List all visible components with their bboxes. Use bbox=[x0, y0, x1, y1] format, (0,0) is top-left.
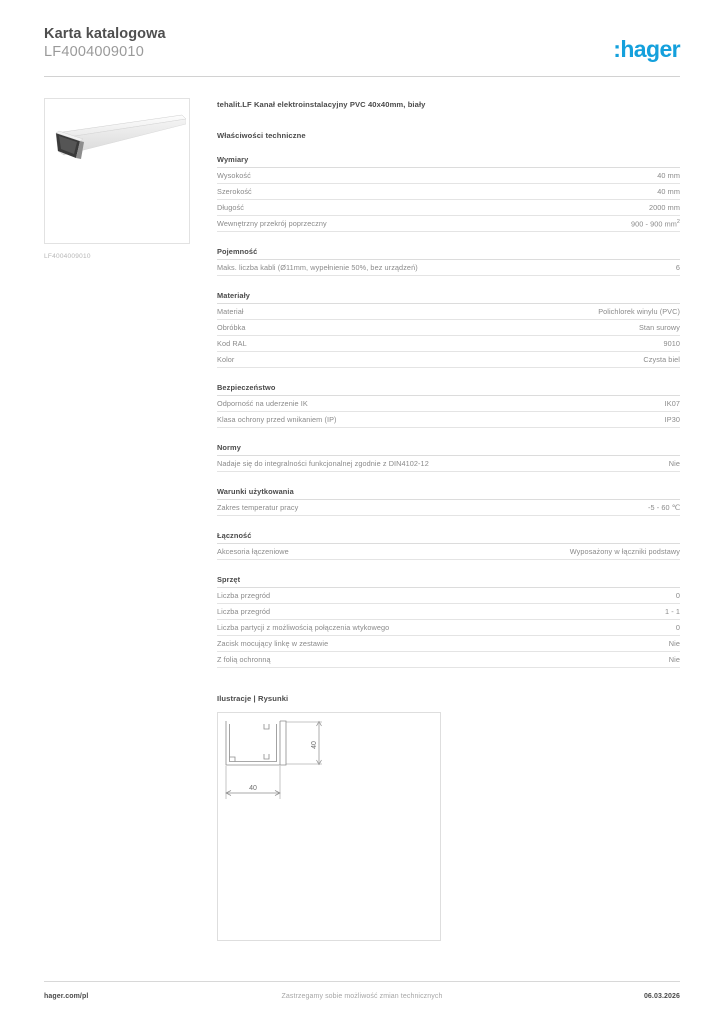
spec-row-value: IK07 bbox=[664, 399, 680, 409]
spec-row-label: Klasa ochrony przed wnikaniem (IP) bbox=[217, 415, 337, 425]
footer-date: 06.03.2026 bbox=[643, 993, 680, 1000]
spec-group bbox=[217, 291, 680, 368]
spec-group bbox=[217, 575, 680, 668]
spec-row bbox=[217, 200, 680, 216]
spec-row bbox=[217, 184, 680, 200]
spec-row bbox=[217, 168, 680, 184]
footer-website[interactable]: hager.com/pl bbox=[44, 993, 89, 1000]
spec-group bbox=[217, 487, 680, 516]
spec-row-label: Odporność na uderzenie IK bbox=[217, 399, 308, 409]
specifications-heading: Właściwości techniczne bbox=[217, 131, 306, 140]
spec-row bbox=[217, 652, 680, 668]
spec-row-value: Wyposażony w łączniki podstawy bbox=[569, 547, 680, 557]
trunking-cross-section-drawing bbox=[218, 713, 442, 942]
spec-row bbox=[217, 320, 680, 336]
spec-row-value: IP30 bbox=[664, 415, 680, 425]
spec-row-value: 0 bbox=[675, 591, 680, 601]
drawing-height-label: 40 bbox=[311, 741, 318, 750]
header-divider bbox=[44, 76, 680, 77]
spec-row-value: 6 bbox=[675, 263, 680, 273]
spec-row-label: Akcesoria łączeniowe bbox=[217, 547, 289, 557]
spec-group-title: Sprzęt bbox=[217, 575, 680, 588]
spec-row-label: Wewnętrzny przekrój poprzeczny bbox=[217, 219, 327, 229]
spec-row-value: -5 - 60 ℃ bbox=[647, 503, 680, 513]
spec-row bbox=[217, 620, 680, 636]
header-titles bbox=[44, 26, 166, 61]
spec-row-label: Zacisk mocujący linkę w zestawie bbox=[217, 639, 329, 649]
spec-row-label: Maks. liczba kabli (Ø11mm, wypełnienie 50%, bez urządzeń) bbox=[217, 263, 418, 273]
footer-divider bbox=[44, 981, 680, 982]
spec-group-title: Warunki użytkowania bbox=[217, 487, 680, 500]
spec-row-label: Zakres temperatur pracy bbox=[217, 503, 299, 513]
product-photo bbox=[44, 98, 190, 244]
technical-drawing-box bbox=[217, 712, 441, 941]
spec-row-value: Stan surowy bbox=[638, 323, 680, 333]
document-reference: LF4004009010 bbox=[44, 44, 144, 61]
spec-group-title: Pojemność bbox=[217, 247, 680, 260]
spec-row bbox=[217, 500, 680, 516]
spec-row-value: 40 mm bbox=[657, 170, 680, 180]
spec-row-label: Szerokość bbox=[217, 186, 252, 196]
spec-row-value: 1 - 1 bbox=[664, 607, 680, 617]
spec-row-value bbox=[621, 220, 680, 228]
spec-row-label: Nadaje się do integralności funkcjonalnej zgodnie z DIN4102-12 bbox=[217, 459, 429, 469]
spec-row-value: Nie bbox=[668, 459, 680, 469]
spec-row-label: Wysokość bbox=[217, 170, 251, 180]
spec-row-label: Liczba partycji z możliwością połączenia wtykowego bbox=[217, 623, 390, 633]
product-name: tehalit.LF Kanał elektroinstalacyjny PVC 40x40mm, biały bbox=[217, 100, 426, 109]
spec-group-title: Normy bbox=[217, 443, 680, 456]
spec-row-value: Czysta biel bbox=[643, 355, 680, 365]
specifications-column bbox=[217, 98, 680, 941]
spec-row-value: 40 mm bbox=[657, 186, 680, 196]
spec-row bbox=[217, 588, 680, 604]
spec-row-value-superscript: 2 bbox=[676, 218, 680, 225]
spec-row-label: Liczba przegród bbox=[217, 607, 271, 617]
page-header bbox=[44, 0, 680, 63]
spec-row-value: Nie bbox=[668, 639, 680, 649]
cable-trunking-illustration bbox=[50, 111, 186, 169]
specification-groups bbox=[217, 155, 680, 668]
spec-row-label: Z folią ochronną bbox=[217, 655, 271, 665]
spec-row bbox=[217, 636, 680, 652]
spec-group bbox=[217, 531, 680, 560]
spec-row bbox=[217, 412, 680, 428]
drawings-heading: Ilustracje | Rysunki bbox=[217, 694, 289, 704]
spec-row bbox=[217, 396, 680, 412]
spec-group-title: Łączność bbox=[217, 531, 680, 544]
spec-row bbox=[217, 352, 680, 368]
spec-group bbox=[217, 443, 680, 472]
spec-row-label: Liczba przegród bbox=[217, 591, 271, 601]
spec-row-value: Nie bbox=[668, 655, 680, 665]
hager-logo: :hager bbox=[613, 36, 680, 62]
spec-row bbox=[217, 544, 680, 560]
page-title: Karta katalogowa bbox=[44, 26, 166, 42]
page-footer bbox=[44, 981, 680, 1000]
spec-row-value: Polichlorek winylu (PVC) bbox=[598, 307, 680, 317]
spec-row-value-text: 900 - 900 mm bbox=[630, 219, 677, 229]
spec-row-label: Długość bbox=[217, 202, 244, 212]
product-image-caption: LF4004009010 bbox=[44, 253, 91, 260]
footer-disclaimer: Zastrzegamy sobie możliwość zmian technicznych bbox=[281, 993, 443, 1000]
spec-row bbox=[217, 260, 680, 276]
spec-row bbox=[217, 336, 680, 352]
spec-row-value: 0 bbox=[675, 623, 680, 633]
spec-row bbox=[217, 304, 680, 320]
spec-group-title: Bezpieczeństwo bbox=[217, 383, 680, 396]
spec-row-value: 9010 bbox=[663, 339, 680, 349]
spec-row bbox=[217, 456, 680, 472]
drawing-width-label: 40 bbox=[249, 785, 257, 793]
spec-group bbox=[217, 247, 680, 276]
spec-row-value: 2000 mm bbox=[649, 202, 680, 212]
spec-group-title: Materiały bbox=[217, 291, 680, 304]
spec-group-title: Wymiary bbox=[217, 155, 680, 168]
page-content bbox=[44, 98, 680, 941]
spec-row-label: Kod RAL bbox=[217, 339, 247, 349]
spec-group bbox=[217, 383, 680, 428]
spec-group bbox=[217, 155, 680, 232]
spec-row-label: Materiał bbox=[217, 307, 244, 317]
product-image-column bbox=[44, 98, 205, 260]
spec-row bbox=[217, 216, 680, 232]
spec-row-label: Kolor bbox=[217, 355, 235, 365]
spec-row bbox=[217, 604, 680, 620]
spec-row-label: Obróbka bbox=[217, 323, 246, 333]
